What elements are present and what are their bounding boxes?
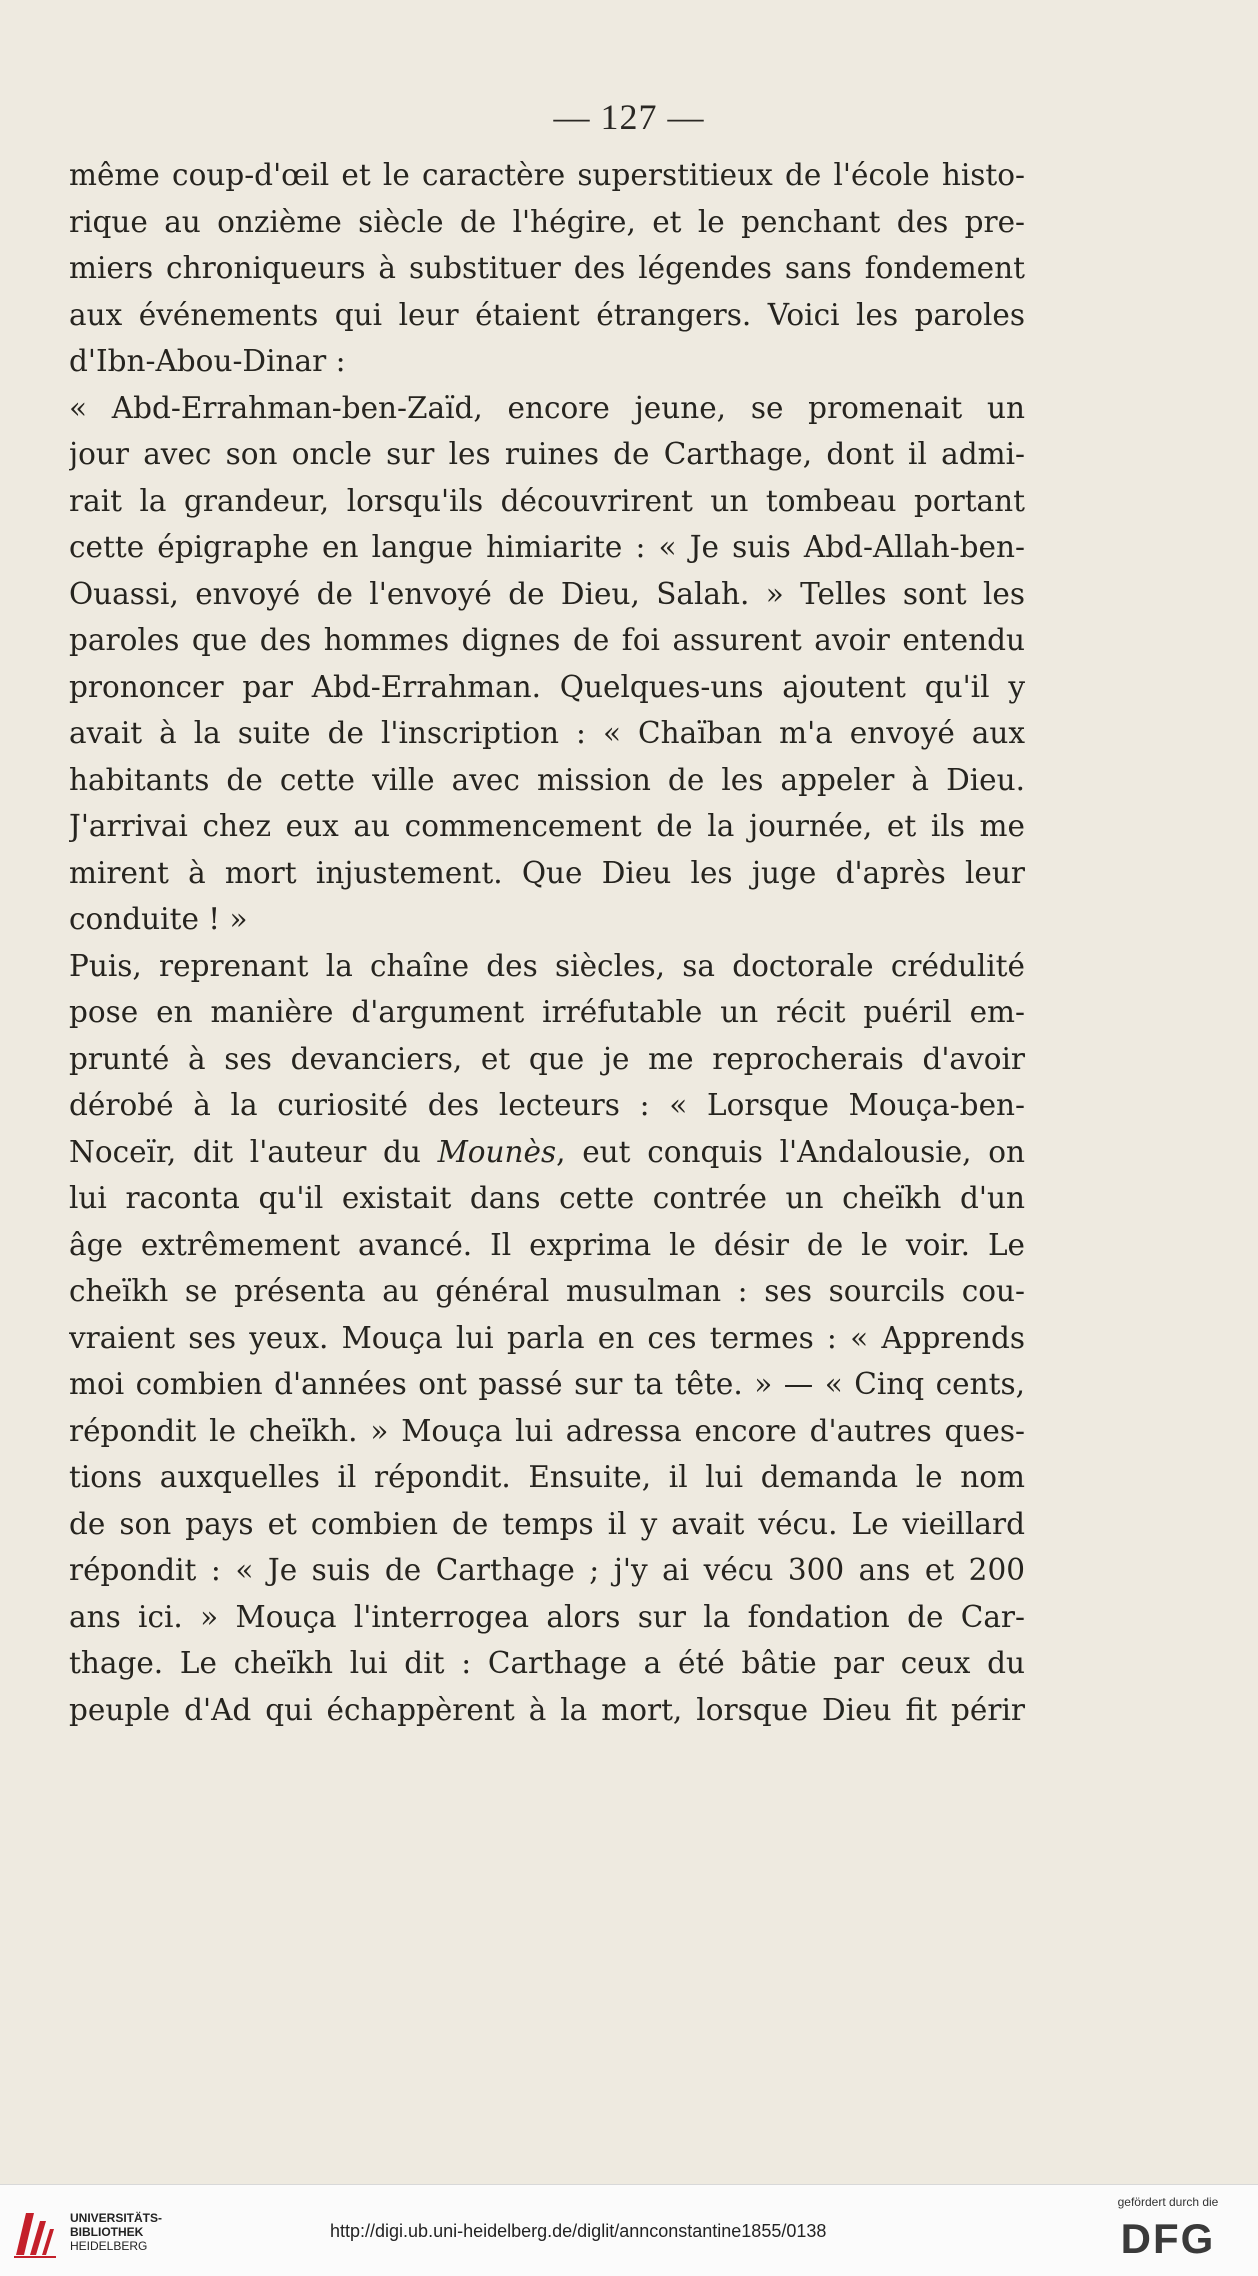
text-line: cheïkh se présenta au général musulman : ses sourcils cou- (69, 1274, 1025, 1308)
text-line: J'arrivai chez eux au commencement de la journée, et ils me (69, 809, 1025, 843)
text-line: conduite ! » (69, 902, 248, 936)
text-line: vraient ses yeux. Mouça lui parla en ces termes : « Apprends (69, 1320, 1025, 1355)
footer-bar (0, 2184, 1258, 2276)
text-line: âge extrêmement avancé. Il exprima le désir de le voir. Le (69, 1227, 1025, 1262)
funding-notice[interactable] (1098, 2195, 1238, 2263)
book-title: Mounès (437, 1134, 557, 1169)
text-line: habitants de cette ville avec mission de les appeler à Dieu. (69, 762, 1025, 797)
permalink-url[interactable]: http://digi.ub.uni-heidelberg.de/diglit/annconstantine1855/0138 (330, 2221, 827, 2241)
text-line: cette épigraphe en langue himiarite : « Je suis Abd-Allah-ben- (69, 530, 1025, 564)
text-line: Ouassi, envoyé de l'envoyé de Dieu, Salah. » Telles sont les (69, 576, 1025, 611)
funded-label: gefördert durch die (1117, 2195, 1219, 2209)
text-line: aux événements qui leur étaient étrangers. Voici les paroles (69, 297, 1025, 332)
text-line: mirent à mort injustement. Que Dieu les juge d'après leur (69, 855, 1025, 890)
text-line: répondit : « Je suis de Carthage ; j'y ai vécu 300 ans et 200 (69, 1553, 1025, 1587)
text-line: avait à la suite de l'inscription : « Chaïban m'a envoyé aux (69, 716, 1025, 750)
dfg-logo: DFG (1120, 2215, 1216, 2262)
body-text (69, 152, 1025, 1733)
library-name-line2: BIBLIOTHEK (70, 2225, 144, 2239)
text-line: lui raconta qu'il existait dans cette contrée un cheïkh d'un (69, 1181, 1025, 1215)
library-name-line3: HEIDELBERG (70, 2239, 148, 2253)
text-line: répondit le cheïkh. » Mouça lui adressa encore d'autres ques- (69, 1413, 1025, 1448)
text-line: tions auxquelles il répondit. Ensuite, il lui demanda le nom (69, 1460, 1025, 1494)
text-line: Puis, reprenant la chaîne des siècles, sa doctorale crédulité (69, 948, 1025, 983)
text-line: Noceïr, dit l'auteur du Mounès, eut conquis l'Andalousie, on (69, 1134, 1025, 1169)
text-line: d'Ibn-Abou-Dinar : (69, 344, 346, 378)
text-line: même coup-d'œil et le caractère superstitieux de l'école histo- (69, 158, 1025, 192)
text-line: paroles que des hommes dignes de foi assurent avoir entendu (69, 623, 1025, 657)
text-line: peuple d'Ad qui échappèrent à la mort, lorsque Dieu fit périr (69, 1692, 1025, 1727)
text-line: rait la grandeur, lorsqu'ils découvrirent un tombeau portant (69, 483, 1025, 518)
text-line: ans ici. » Mouça l'interrogea alors sur la fondation de Car- (69, 1599, 1025, 1634)
library-name-line1: UNIVERSITÄTS- (70, 2211, 163, 2225)
text-line: de son pays et combien de temps il y avait vécu. Le vieillard (69, 1506, 1025, 1541)
text-line: pose en manière d'argument irréfutable un récit puéril em- (69, 995, 1025, 1029)
text-line: moi combien d'années ont passé sur ta tête. » — « Cinq cents, (69, 1367, 1025, 1401)
text-line: rique au onzième siècle de l'hégire, et le penchant des pre- (69, 204, 1025, 239)
text-line: dérobé à la curiosité des lecteurs : « Lorsque Mouça-ben- (69, 1088, 1025, 1122)
text-line: « Abd-Errahman-ben-Zaïd, encore jeune, se promenait un (69, 390, 1025, 425)
text-line: thage. Le cheïkh lui dit : Carthage a été bâtie par ceux du (69, 1646, 1025, 1680)
text-line: miers chroniqueurs à substituer des légendes sans fondement (69, 251, 1025, 285)
text-line: prunté à ses devanciers, et que je me reprocherais d'avoir (69, 1041, 1025, 1076)
heidelberg-library-logo-icon[interactable] (12, 2207, 58, 2259)
page-number: — 127 — (553, 97, 705, 137)
text-line: prononcer par Abd-Errahman. Quelques-uns ajoutent qu'il y (69, 669, 1025, 704)
library-name[interactable] (70, 2211, 162, 2253)
text-line: jour avec son oncle sur les ruines de Carthage, dont il admi- (69, 437, 1025, 471)
